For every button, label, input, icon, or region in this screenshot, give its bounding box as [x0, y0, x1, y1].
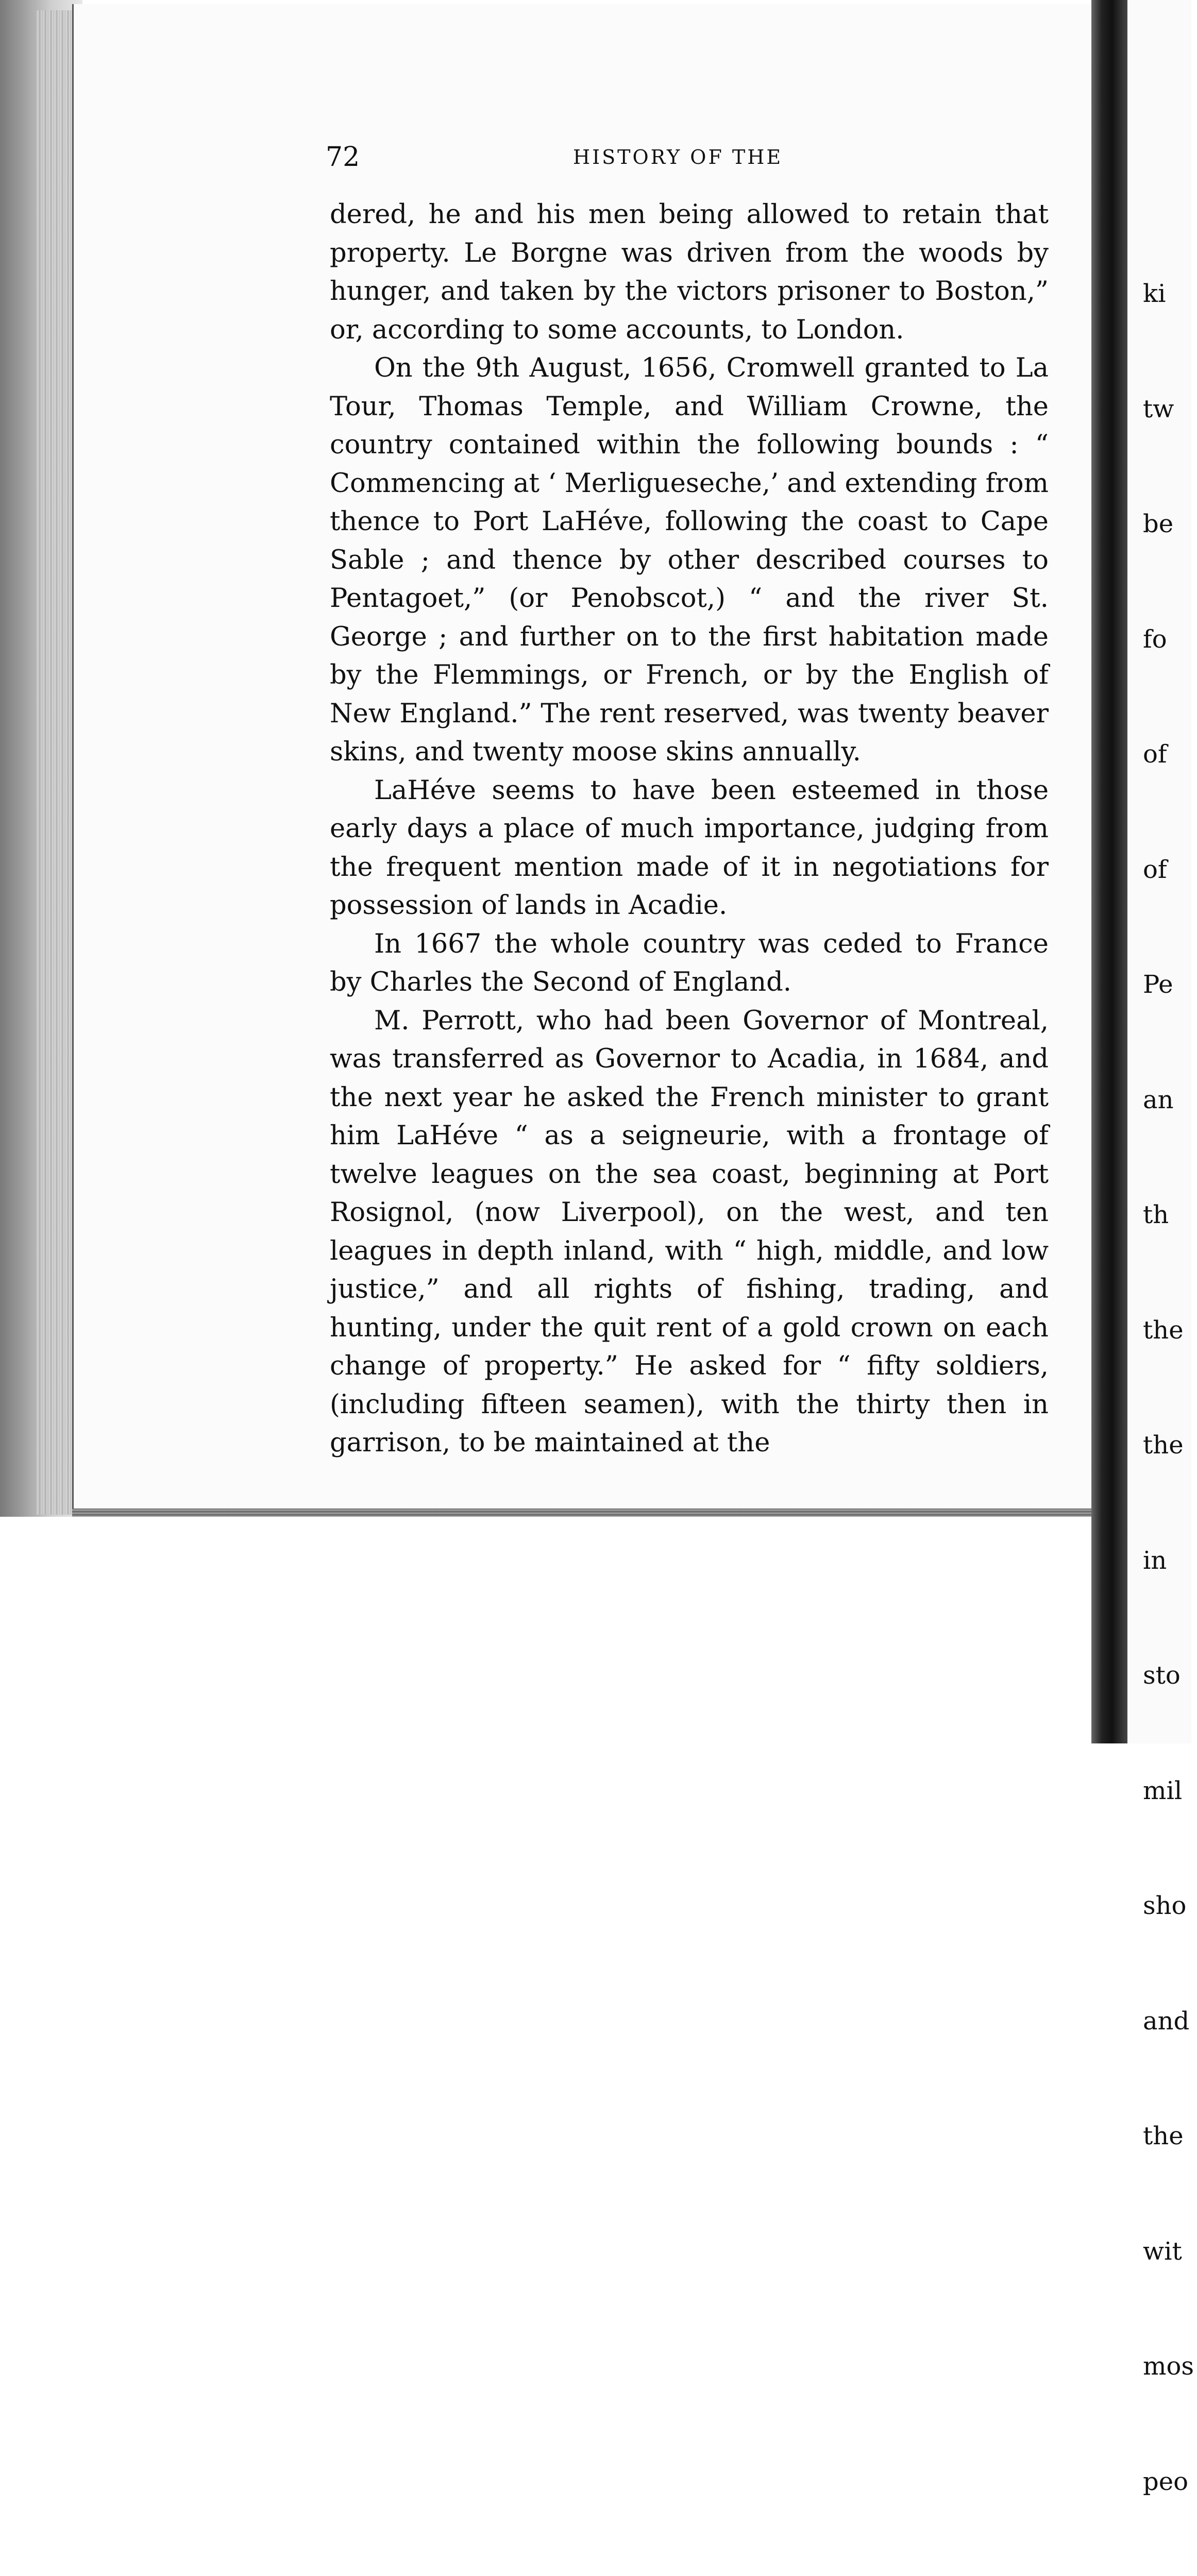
facing-line: sto	[1143, 1661, 1181, 1690]
body-text	[330, 196, 1049, 1463]
running-title: HISTORY OF THE	[573, 146, 783, 168]
scanner-background	[0, 1517, 1191, 1743]
facing-line: the	[1143, 1315, 1184, 1345]
facing-line: an	[1143, 1085, 1174, 1114]
facing-line: Pe	[1143, 970, 1173, 999]
facing-line: tw	[1143, 394, 1174, 423]
facing-line: mos	[1143, 2352, 1194, 2381]
facing-line: the	[1143, 2122, 1184, 2150]
facing-line: peo	[1143, 2467, 1189, 2496]
facing-page	[1127, 0, 1194, 2496]
page-number: 72	[326, 142, 360, 173]
facing-line: in	[1143, 1546, 1167, 1575]
paragraph-1667-cession: In 1667 the whole country was ceded to France by Charles the Second of England.	[330, 928, 1049, 997]
facing-line: of	[1143, 855, 1167, 884]
paragraph-perrott: M. Perrott, who had been Governor of Montreal, was transferred as Governor to Acadia, in 1684, and the next year he asked the French minister to grant him LaHéve “ as a seigneurie, with a frontage of twelve leagues on the sea coast, beginning at Port Rosignol, (now Liverpool), on the west, and ten leagues in depth inland, with “ high, middle, and low justice,” and all rights of fishing, trading, and hunting, under the quit rent of a gold crown on each change of property.” He asked for “ fifty soldiers, (including fifteen seamen), with the thirty then in garrison, to be maintained at the	[330, 1005, 1049, 1458]
page-stack-bottom	[72, 1509, 1103, 1517]
facing-line: and	[1143, 2006, 1190, 2036]
facing-line: fo	[1143, 624, 1167, 654]
book-gutter	[1091, 0, 1127, 1743]
paragraph-cromwell-grant: On the 9th August, 1656, Cromwell granted to La Tour, Thomas Temple, and William Crowne, the country contained within the following bounds : “ Commencing at ‘ Merligueseche,’ and extending from thence to Port LaHéve, following the coast to Cape Sable ; and thence by other described courses to Pentagoet,” (or Penobscot,) “ and the river St. George ; and further on to the first habitation made by the Flemmings, or French, or by the English of New England.” The rent reserved, was twenty beaver skins, and twenty moose skins annually.	[330, 353, 1049, 767]
facing-line: the	[1143, 1431, 1184, 1460]
facing-line: mil	[1143, 1776, 1183, 1805]
facing-page-text	[1143, 198, 1197, 2576]
facing-line: wit	[1143, 2236, 1182, 2266]
facing-line: be	[1143, 510, 1174, 538]
running-head	[326, 139, 1047, 175]
facing-line: th	[1143, 1200, 1169, 1229]
facing-line: sho	[1143, 1891, 1187, 1920]
paragraph-continuation: dered, he and his men being allowed to retain that property. Le Borgne was driven from the woods by hunger, and taken by the victors prisoner to Boston,” or, according to some accounts, to London.	[330, 199, 1049, 345]
facing-line: of	[1143, 740, 1167, 769]
paragraph-laheve-importance: LaHéve seems to have been esteemed in those early days a place of much importance, judging from the frequent mention made of it in negotiations for possession of lands in Acadie.	[330, 775, 1049, 921]
facing-line: ki	[1143, 279, 1166, 308]
